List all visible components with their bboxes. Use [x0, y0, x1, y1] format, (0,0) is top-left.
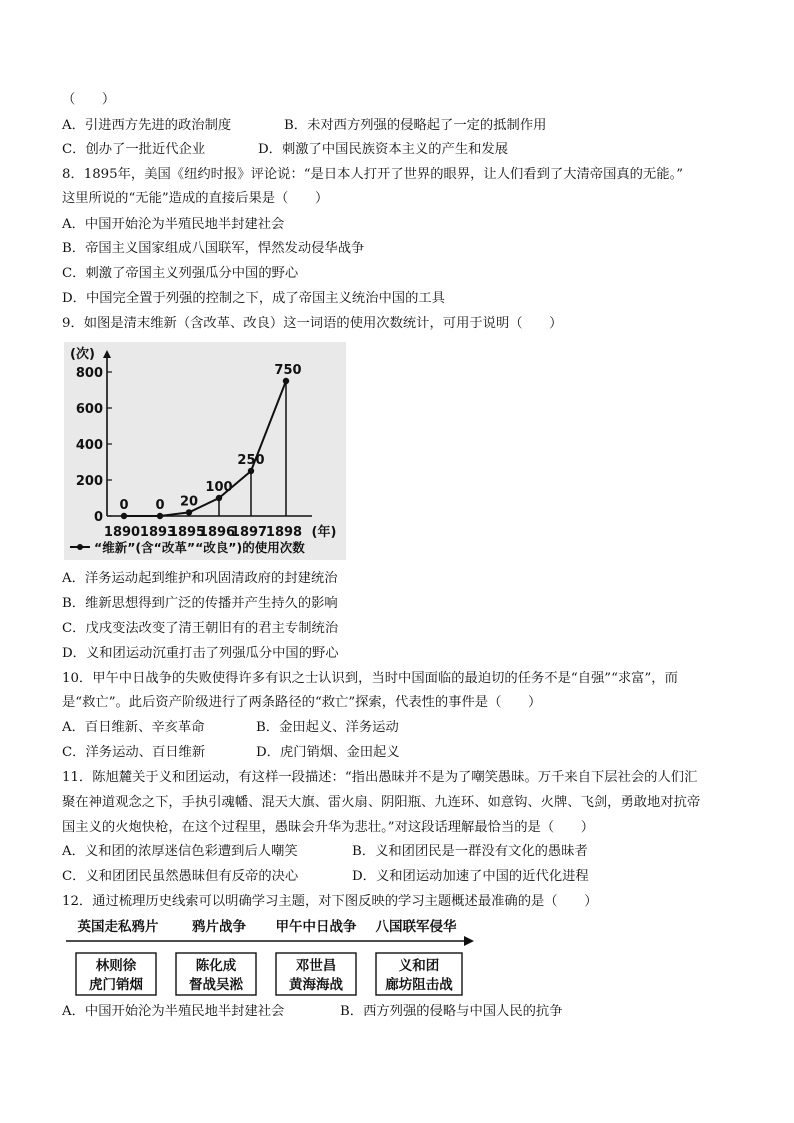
- q11-stem-line2: 聚在神道观念之下，手执引魂幡、混天大旗、雷火扇、阴阳瓶、九连环、如意钩、火牌、飞剑，勇敢地对抗帝: [62, 795, 701, 810]
- q10-option-c: C．洋务运动、百日维新: [62, 745, 206, 760]
- timeline-box-1-line1: 林则徐: [95, 958, 137, 974]
- timeline-header-2: 鸦片战争: [192, 919, 246, 935]
- q8-option-a: A．中国开始沦为半殖民地半封建社会: [62, 217, 285, 232]
- q10-option-b: B．金田起义、洋务运动: [256, 720, 399, 735]
- x-tick-label: 1898: [265, 525, 303, 540]
- q8-option-b: B．帝国主义国家组成八国联军，悍然发动侵华战争: [62, 241, 365, 256]
- y-tick-label: 600: [75, 402, 103, 417]
- q11-stem-line1: 11．陈旭麓关于义和团运动，有这样一段描述：“指出愚昧并不是为了嘲笑愚昧。万千来自下层社会的人们汇: [62, 770, 698, 785]
- timeline-box-3-line2: 黄海海战: [289, 977, 343, 993]
- q12-option-a: A．中国开始沦为半殖民地半封建社会: [62, 1004, 285, 1019]
- q7-option-c: C．创办了一批近代企业: [62, 142, 206, 157]
- q7-option-b: B．未对西方列强的侵略起了一定的抵制作用: [284, 118, 547, 133]
- data-label: 0: [119, 498, 129, 513]
- timeline-box-2-line1: 陈化成: [195, 958, 237, 974]
- timeline-box-2-line2: 督战吴淞: [189, 977, 243, 993]
- data-label: 750: [274, 363, 302, 378]
- q10-stem-line2: 是“救亡”。此后资产阶级进行了两条路径的“救亡”探索，代表性的事件是（ ）: [62, 695, 542, 710]
- q10-option-a: A．百日维新、辛亥革命: [62, 720, 205, 735]
- y-tick-label: 0: [93, 510, 103, 525]
- q9-option-d: D．义和团运动沉重打击了列强瓜分中国的野心: [62, 646, 339, 661]
- y-tick-label: 400: [75, 438, 103, 453]
- q10-stem-line1: 10．甲午中日战争的失败使得许多有识之士认识到，当时中国面临的最迫切的任务不是“自强”“求富”，而: [62, 671, 678, 686]
- q11-option-b: B．义和团团民是一群没有文化的愚昧者: [352, 844, 588, 859]
- q10-option-d: D．虎门销烟、金田起义: [256, 745, 400, 760]
- data-label: 20: [179, 494, 199, 510]
- q9-option-a: A．洋务运动起到维护和巩固清政府的封建统治: [62, 571, 338, 586]
- data-point: [121, 513, 127, 519]
- x-axis-label: (年): [311, 525, 337, 540]
- y-tick-label: 200: [75, 474, 103, 489]
- y-tick-label: 800: [75, 366, 103, 381]
- q8-option-d: D．中国完全置于列强的控制之下，成了帝国主义统治中国的工具: [62, 291, 445, 306]
- data-label: 250: [237, 453, 265, 468]
- x-tick-label: 1890: [103, 525, 141, 540]
- q7-option-d: D．刺激了中国民族资本主义的产生和发展: [258, 142, 509, 157]
- x-tick-label: 1897: [230, 525, 268, 540]
- q7-option-a: A．引进西方先进的政治制度: [62, 118, 232, 133]
- data-label: 100: [205, 480, 233, 495]
- q8-option-c: C．刺激了帝国主义列强瓜分中国的野心: [62, 266, 299, 281]
- data-point: [186, 509, 192, 515]
- timeline-box-4-line1: 义和团: [398, 958, 440, 974]
- q11-option-c: C．义和团团民虽然愚昧但有反帝的决心: [62, 869, 299, 884]
- y-axis-label: (次): [70, 347, 95, 362]
- timeline-header-4: 八国联军侵华: [375, 919, 457, 935]
- q9-option-b: B．维新思想得到广泛的传播并产生持久的影响: [62, 596, 338, 611]
- x-tick-label: 1896: [198, 525, 236, 540]
- x-tick-label: 1893: [139, 525, 177, 540]
- q9-stem: 9．如图是清末维新（含改革、改良）这一词语的使用次数统计，可用于说明（ ）: [62, 316, 563, 331]
- data-point: [157, 513, 163, 519]
- legend-marker: [77, 544, 83, 550]
- timeline-header-3: 甲午中日战争: [275, 919, 357, 935]
- q8-stem-line1: 8．1895年，美国《纽约时报》评论说：“是日本人打开了世界的眼界，让人们看到了大清帝国真的无能。”: [62, 167, 684, 182]
- q11-stem-line3: 国主义的火炮快枪，在这个过程里，愚昧会升华为悲壮。”对这段话理解最恰当的是（ ）: [62, 820, 595, 835]
- usage-count-chart: [64, 342, 346, 560]
- q9-option-c: C．戊戌变法改变了清王朝旧有的君主专制统治: [62, 621, 339, 636]
- data-point: [283, 378, 289, 384]
- q8-stem-line2: 这里所说的“无能”造成的直接后果是（ ）: [62, 191, 329, 206]
- timeline-box-3-line1: 邓世昌: [295, 958, 337, 974]
- x-tick-label: 1895: [168, 525, 206, 540]
- q11-option-a: A．义和团的浓厚迷信色彩遭到后人嘲笑: [62, 844, 298, 859]
- data-point: [248, 468, 254, 474]
- timeline-box-4-line2: 廊坊阻击战: [385, 977, 453, 993]
- q11-option-d: D．义和团运动加速了中国的近代化进程: [352, 869, 589, 884]
- data-point: [216, 495, 222, 501]
- history-timeline: [64, 913, 476, 997]
- q12-option-b: B．西方列强的侵略与中国人民的抗争: [340, 1004, 563, 1019]
- timeline-box-1-line2: 虎门销烟: [89, 977, 143, 993]
- q12-stem: 12．通过梳理历史线索可以明确学习主题，对下图反映的学习主题概述最准确的是（ ）: [62, 894, 598, 909]
- data-label: 0: [155, 498, 165, 513]
- q7-paren: （ ）: [62, 92, 116, 107]
- timeline-header-1: 英国走私鸦片: [77, 919, 159, 935]
- legend-label: “维新”(含“改革”“改良”)的使用次数: [94, 540, 305, 555]
